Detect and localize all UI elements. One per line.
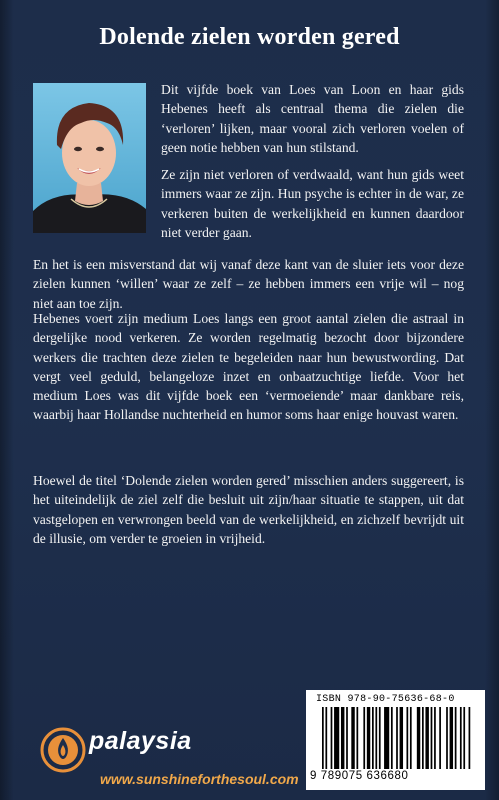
paragraph-medium-journey: Hebenes voert zijn medium Loes langs een groot aantal zielen die astraal in dergelijke nood verkeren. Ze worden regelmatig bezocht door bijzondere werkers die trachten deze zielen te begeleiden naar hun bewustwording. Dat vergt veel geduld, belangeloze inzet en onbaatzuchtige liefde. Voor het medium Loes was dit vijfde boek een ‘vermoeiende’ maar dankbare reis, waarbij haar Hollandse nuchterheid en humor soms haar enige houvast waren. bbox=[33, 311, 464, 423]
paragraph-conclusion: Hoewel de titel ‘Dolende zielen worden gered’ misschien anders suggereert, is het uiteindelijk de ziel zelf die besluit uit zijn/haar situatie te stappen, uit dat vastgelopen en verwrongen beeld van de werkelijkheid, en zichzelf bevrijdt uit de illusie, om verder te groeien in vrijheid. bbox=[33, 473, 464, 546]
publisher-name: palaysia bbox=[89, 727, 192, 755]
paragraph-intro: Dit vijfde boek van Loes van Loon en haar gids Hebenes heeft als centraal thema die zielen die ‘verloren’ lijken, maar vooral zich verloren voelen of geen notie hebben van hun stilstand. bbox=[161, 82, 464, 155]
author-photo bbox=[33, 83, 146, 233]
palaysia-logo-icon bbox=[40, 727, 86, 773]
paragraph-lost-souls-continued: En het is een misverstand dat wij vanaf deze kant van de sluier iets voor deze zielen kunnen ‘willen’ waar ze zelf – ze hebben immers een vrije wil – nog niet aan toe zijn. bbox=[33, 257, 464, 311]
barcode-digits: 9 789075 636680 bbox=[310, 770, 409, 782]
isbn-barcode bbox=[306, 690, 485, 790]
isbn-label: ISBN 978-90-75636-68-0 bbox=[316, 694, 455, 705]
book-title: Dolende zielen worden gered bbox=[99, 24, 400, 50]
paragraph-lost-souls: Ze zijn niet verloren of verdwaald, want hun gids weet immers waar ze zijn. Hun psyche is echter in de war, ze verkeren buiten de werkelijkheid en kunnen daardoor niet verder gaan. bbox=[161, 167, 464, 240]
publisher-website: www.sunshineforthesoul.com bbox=[100, 771, 299, 787]
barcode-bars bbox=[322, 707, 472, 769]
